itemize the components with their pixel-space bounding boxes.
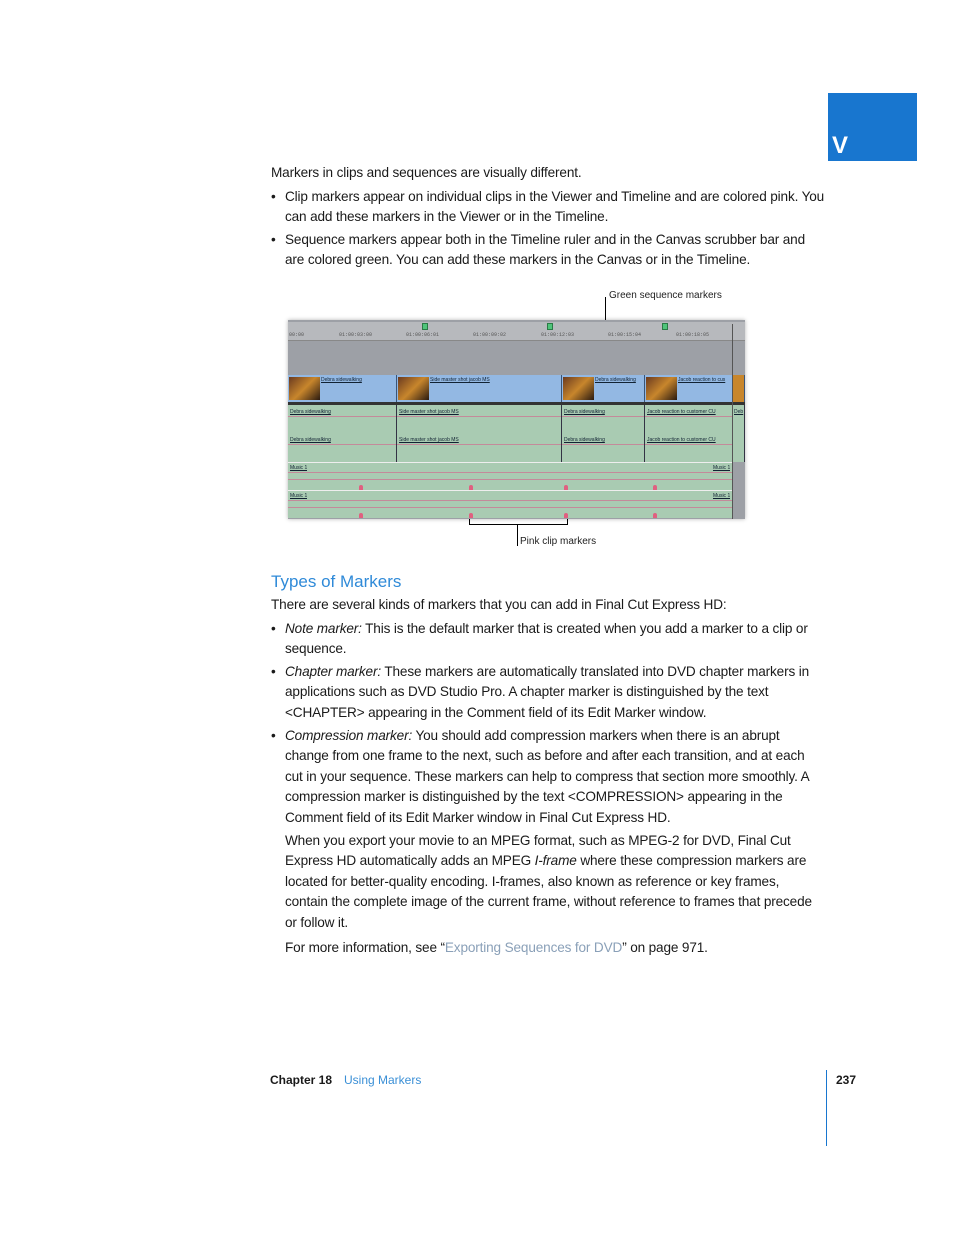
ruler-tick: 01:00:15:04 [608, 332, 642, 338]
clip-name: Debra sidewalking [564, 409, 605, 415]
clip-thumbnail [398, 377, 429, 400]
intro-paragraph: Markers in clips and sequences are visually different. [271, 165, 582, 180]
video-clip[interactable] [562, 405, 645, 462]
clip-name: Debra sidewalking [321, 377, 362, 383]
bullet-compression-marker: • Compression marker: You should add compression markers when there is an abrupt change from one frame to the next, such as before and after each transition, and at each cut in your sequence. These markers can help to compress that section more smoothly. A compression marker is distinguished by the text <COMPRESSION> appearing in the Comment field of its Edit Marker window in Final Cut Express HD. [271, 728, 809, 825]
footer-chapter: Chapter 18 [270, 1073, 333, 1087]
video-clip[interactable] [733, 375, 745, 402]
clip-name: Music 1 [290, 465, 308, 471]
sequence-marker [662, 323, 668, 330]
ruler-tick: 01:00:12:03 [541, 332, 575, 338]
clip-name: Jacob reaction to cus [678, 377, 726, 383]
clip-name: Jacob reaction to customer CU [647, 409, 716, 415]
clip-thumbnail [563, 377, 594, 400]
exporting-sequences-link[interactable]: Exporting Sequences for DVD [444, 940, 623, 955]
text: ” on page 971. [622, 940, 708, 955]
clip-name: Side master shot jacob MS [399, 409, 459, 415]
video-clip[interactable] [397, 375, 562, 402]
bullet-text: You should add compression markers when there is an abrupt change from one frame to the next, such as before and after each transition, and at each cut in your sequence. These markers can help to compress that section more smoothly. A compression marker is distinguished by the text <COMPRESSION> appearing in the Comment field of its Edit Marker window in Final Cut Express HD. [285, 728, 809, 825]
bullet-chapter-marker: • Chapter marker: These markers are automatically translated into DVD chapter markers in applications such as DVD Studio Pro. A chapter marker is distinguished by the text <CHAPTER> appearing in the Comment field of its Edit Marker window. [271, 664, 810, 720]
bullet-text: Clip markers appear on individual clips in the Viewer and Timeline and are colored pink. You can add these markers in the Viewer or in the Timeline. [285, 189, 825, 225]
term: Note marker: [285, 621, 362, 636]
text: When you export your movie to an MPEG format, such as MPEG-2 for DVD, Final Cut Express HD automatically adds an MPEG [285, 833, 791, 869]
clip-name: Music 1 [713, 493, 731, 499]
audio-clip[interactable] [288, 462, 733, 490]
clip-name: Side master shot jacob MS [399, 437, 459, 443]
bullet-sequence-markers: • Sequence markers appear both in the Timeline ruler and in the Canvas scrubber bar and are colored green. You can add these markers in the Canvas or in the Timeline. [271, 232, 805, 268]
term: Chapter marker: [285, 664, 381, 679]
clip-marker [653, 513, 657, 518]
callout-green-sequence-markers: Green sequence markers [609, 290, 722, 301]
text: For more information, see “ [285, 940, 445, 955]
clip-name: Debra sidewalking [290, 409, 331, 415]
audio-clip[interactable] [288, 490, 733, 518]
clip-name: Side master shot jacob MS [430, 377, 490, 383]
video-clip[interactable] [288, 405, 397, 462]
clip-thumbnail [646, 377, 677, 400]
sequence-marker [422, 323, 428, 330]
clip-name: Deb [734, 409, 744, 415]
bullet-text: This is the default marker that is created when you add a marker to a clip or sequence. [285, 621, 808, 657]
bullet-note-marker: • Note marker: This is the default marker that is created when you add a marker to a clip or sequence. [271, 621, 808, 657]
bullet-clip-markers: • Clip markers appear on individual clips in the Viewer and Timeline and are colored pink. You can add these markers in the Viewer or in the Timeline. [271, 189, 825, 225]
section-intro: There are several kinds of markers that you can add in Final Cut Express HD: [271, 597, 727, 612]
clip-name: Jacob reaction to customer CU [647, 437, 716, 443]
export-paragraph [285, 831, 825, 933]
ruler-tick: 01:00:18:05 [676, 332, 710, 338]
ruler-tick: 01:00:09:02 [473, 332, 507, 338]
page-number: 237 [836, 1073, 857, 1087]
bullet-text: Sequence markers appear both in the Timeline ruler and in the Canvas scrubber bar and are colored green. You can add these markers in the Canvas or in the Timeline. [285, 232, 805, 268]
callout-line [517, 524, 518, 546]
clip-name: Debra sidewalking [290, 437, 331, 443]
ruler-tick: 00:00 [289, 332, 305, 338]
clip-name: Music 1 [713, 465, 731, 471]
clip-name: Debra sidewalking [595, 377, 636, 383]
footer-divider [826, 1070, 827, 1146]
footer-chapter-title-link[interactable]: Using Markers [344, 1073, 422, 1087]
timeline-figure [288, 320, 745, 519]
clip-thumbnail [289, 377, 320, 400]
callout-pink-clip-markers: Pink clip markers [520, 536, 597, 547]
video-clip[interactable] [397, 405, 562, 462]
playhead[interactable] [732, 324, 733, 519]
video-clip[interactable] [733, 405, 745, 462]
clip-name: Debra sidewalking [564, 437, 605, 443]
term: I-frame [534, 853, 577, 869]
sequence-marker [547, 323, 553, 330]
chapter-tab-label: V [832, 132, 849, 159]
clip-marker [564, 513, 568, 518]
video-clip[interactable] [645, 405, 733, 462]
video-clip[interactable] [645, 375, 733, 402]
term: Compression marker: [285, 728, 413, 743]
video-clip[interactable] [288, 375, 397, 402]
clip-marker [469, 513, 473, 518]
bullet-text: These markers are automatically translated into DVD chapter markers in applications such as DVD Studio Pro. A chapter marker is distinguished by the text <CHAPTER> appearing in the Comment field of its Edit Marker window. [285, 664, 810, 720]
ruler-tick: 01:00:06:01 [406, 332, 440, 338]
video-clip[interactable] [562, 375, 645, 402]
clip-marker [359, 513, 363, 518]
ruler-tick: 01:00:03:00 [339, 332, 373, 338]
chapter-tab [828, 93, 917, 161]
section-heading: Types of Markers [271, 572, 402, 591]
timeline-ruler [288, 322, 745, 341]
more-info-paragraph [285, 938, 825, 958]
clip-name: Music 1 [290, 493, 308, 499]
text: where these compression markers are located for better-quality encoding. I-frames, also known as reference or key frames, contain the complete image of the current frame, without reference to frames that precede or follow it. [285, 853, 812, 930]
callout-line [605, 297, 606, 322]
